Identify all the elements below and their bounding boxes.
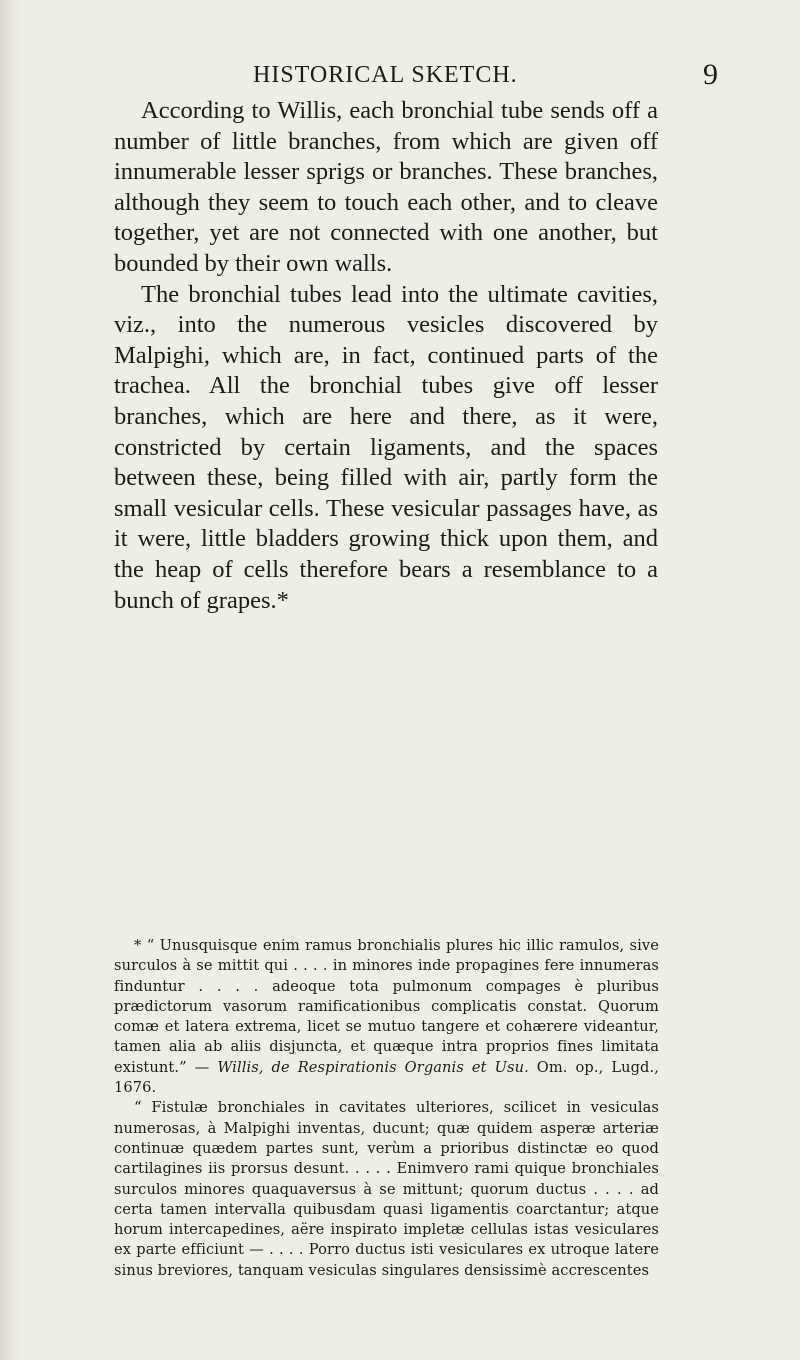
page-number: 9: [703, 58, 718, 91]
footnote-quote: * “ Unusquisque enim ramus bronchialis plures hic illic ramulos, sive surculos à se mittit qui . . . . in minores inde propagines fere innumeras finduntur . . . . adeoque tota pulmonum compages è pluribus prædictorum vasorum ramificationibus complicatis constat. Quorum comæ et latera extrema, licet se mutuo tangere et cohærere videantur, tamen alia ab aliis disjuncta, et quæque intra proprios fines limitata existunt.” —: [114, 937, 659, 1076]
running-head: HISTORICAL SKETCH.: [253, 62, 518, 88]
footnote-paragraph: “ Fistulæ bronchiales in cavitates ulteriores, scilicet in vesiculas numerosas, à Malpighi inventas, ducunt; quæ quidem asperæ arteriæ continuæ quædem partes sunt, verùm a prioribus distinctæ eo quod cartilagines iis prorsus desunt. . . . . Enimvero rami quique bronchiales surculos minores quaquaversus à se mittunt; quorum ductus . . . . ad certa tamen intervalla quibusdam quasi ligamentis coarctantur; atque horum intercapedines, aëre inspirato impletæ cellulas istas vesiculares ex parte efficiunt — . . . . Porro ductus isti vesiculares ex utroque latere sinus breviores, tanquam vesiculas singulares densissimè accrescentes: [114, 1099, 659, 1279]
main-text: [114, 96, 658, 616]
footnote-block: [114, 936, 659, 1281]
footnote-paragraph: [114, 936, 659, 1098]
footnote-citation-tail: Om. op., Lugd., 1676.: [114, 1058, 659, 1097]
body-paragraph: According to Willis, each bronchial tube sends off a number of little branches, from which are given off innumerable lesser sprigs or branches. These branches, although they seem to touch each other, and to cleave together, yet are not connected with one another, but bounded by their own walls.: [114, 97, 658, 277]
body-paragraph: The bronchial tubes lead into the ultimate cavities, viz., into the numerous vesicles discovered by Malpighi, which are, in fact, continued parts of the trachea. All the bronchial tubes give off lesser branches, which are here and there, as it were, constricted by certain ligaments, and the spaces between these, being filled with air, partly form the small vesicular cells. These vesicular passages have, as it were, little bladders growing thick upon them, and the heap of cells therefore bears a resemblance to a bunch of grapes.*: [114, 280, 658, 614]
footnote-citation: Willis, de Respirationis Organis et Usu.: [217, 1058, 529, 1076]
page-gutter-shadow: [0, 0, 22, 1360]
